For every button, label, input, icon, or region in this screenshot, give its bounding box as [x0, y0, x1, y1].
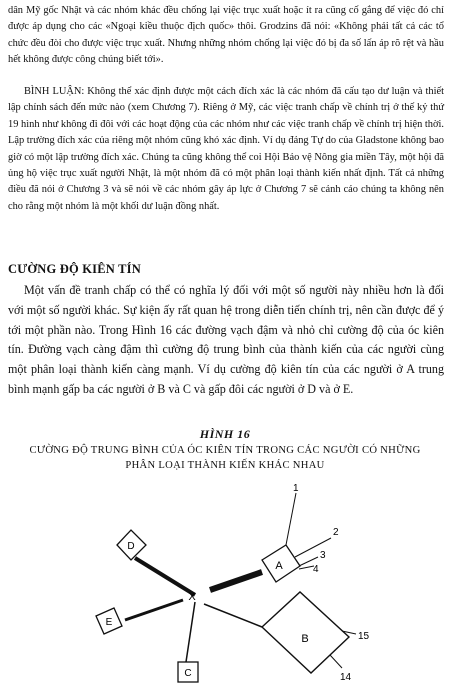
- label-15: 15: [358, 631, 370, 642]
- box-b-label: B: [301, 633, 309, 645]
- line-x-to-a: [210, 572, 262, 590]
- center-x-label: X: [188, 591, 196, 603]
- box-d-label: D: [127, 541, 135, 552]
- line-x-to-b: [204, 604, 262, 627]
- box-a: [262, 493, 331, 582]
- label-4: 4: [313, 564, 319, 575]
- line-x-to-e: [125, 600, 183, 620]
- label-3: 3: [320, 550, 326, 561]
- box-a-label: A: [275, 560, 283, 572]
- box-c-label: C: [184, 668, 192, 679]
- box-c: [178, 662, 198, 682]
- figure-16-diagram: [0, 474, 450, 686]
- line-x-to-c: [186, 602, 195, 662]
- label-14: 14: [340, 672, 352, 683]
- box-e-label: E: [105, 617, 113, 628]
- paragraph-commentary: BÌNH LUẬN: Không thể xác định được một cách đích xác là các nhóm đã cấu tạo dư luận và thiết lập chính sách đến mức nào (xem Chương 7). Riêng ở Mỹ, các việc tranh chấp về chính trị ở thế kỷ thứ 19 hình như không đi đôi với các hoạt động của các nhóm như các việc tranh chấp về chính trị hiện thời. Lập trường đích xác của riêng một nhóm cũng khó xác định. Ví dụ đảng Tự do của Gladstone không bao giờ có một lập trường đích xác. Chúng ta cũng không thể coi Hội Bảo vệ Nông gia miền Tây, một hội đã ủng hộ việc trục xuất người Nhật, là một nhóm đã có một phân loại thành kiến nhất định. Tất cả những điều đã nói ở Chương 3 và sẽ nói về các nhóm gây áp lực ở Chương 7 sẽ cảnh cáo chúng ta không nên cho rằng một nhóm là một khối dư luận đồng nhất.: [8, 86, 444, 212]
- section-heading: CƯỜNG ĐỘ KIÊN TÍN: [8, 262, 141, 276]
- paragraph-3: Một vấn đề tranh chấp có thể có nghĩa lý đối với một số người này nhiều hơn là đối với một số người khác. Sự kiện ấy rất quan hệ trong diễn tiến chính trị, nên cần được để ý tới một phần nào. Trong Hình 16 các đường vạch đậm và nhỏ chỉ cường độ của óc kiên tín. Đường vạch càng đậm thì cường độ trung bình của thành kiến của các người cùng một phân loại thành kiến càng mạnh. Ví dụ cường độ kiên tín của các người ở A trung bình mạnh gấp ba các người ở B và C và gấp đôi các người ở D và ở E.: [8, 283, 444, 396]
- figure-title: HÌNH 16: [199, 427, 251, 441]
- figure-caption: CƯỜNG ĐỘ TRUNG BÌNH CỦA ÓC KIÊN TÍN TRONG CÁC NGƯỜI CÓ NHỮNG PHÂN LOẠI THÀNH KIẾN KHÁC NHAU: [29, 445, 421, 471]
- line-a-to-4: [299, 566, 314, 569]
- box-e: [96, 608, 122, 634]
- line-a-to-2: [295, 538, 331, 557]
- paragraph-1: dân Mỹ gốc Nhật và các nhóm khác đều chống lại việc trục xuất hoặc ít ra cũng cố gắng để việc đó chỉ được áp dụng cho các «Ngoại kiều thuộc địch quốc» thôi. Grodzins đã nói: «Không phải tất cả các tổ chức đều đòi cho được việc trục xuất. Nhưng những nhóm chống lại việc đó bị đa số lấn áp rõ rệt và hầu hết không được công chúng biết tới».: [8, 5, 444, 66]
- line-a-to-1: [286, 493, 296, 545]
- box-d: [117, 530, 146, 560]
- label-1: 1: [293, 483, 299, 494]
- line-b-to-14: [330, 655, 342, 668]
- box-b: [262, 592, 356, 673]
- line-x-to-d: [135, 558, 195, 595]
- label-2: 2: [333, 527, 339, 538]
